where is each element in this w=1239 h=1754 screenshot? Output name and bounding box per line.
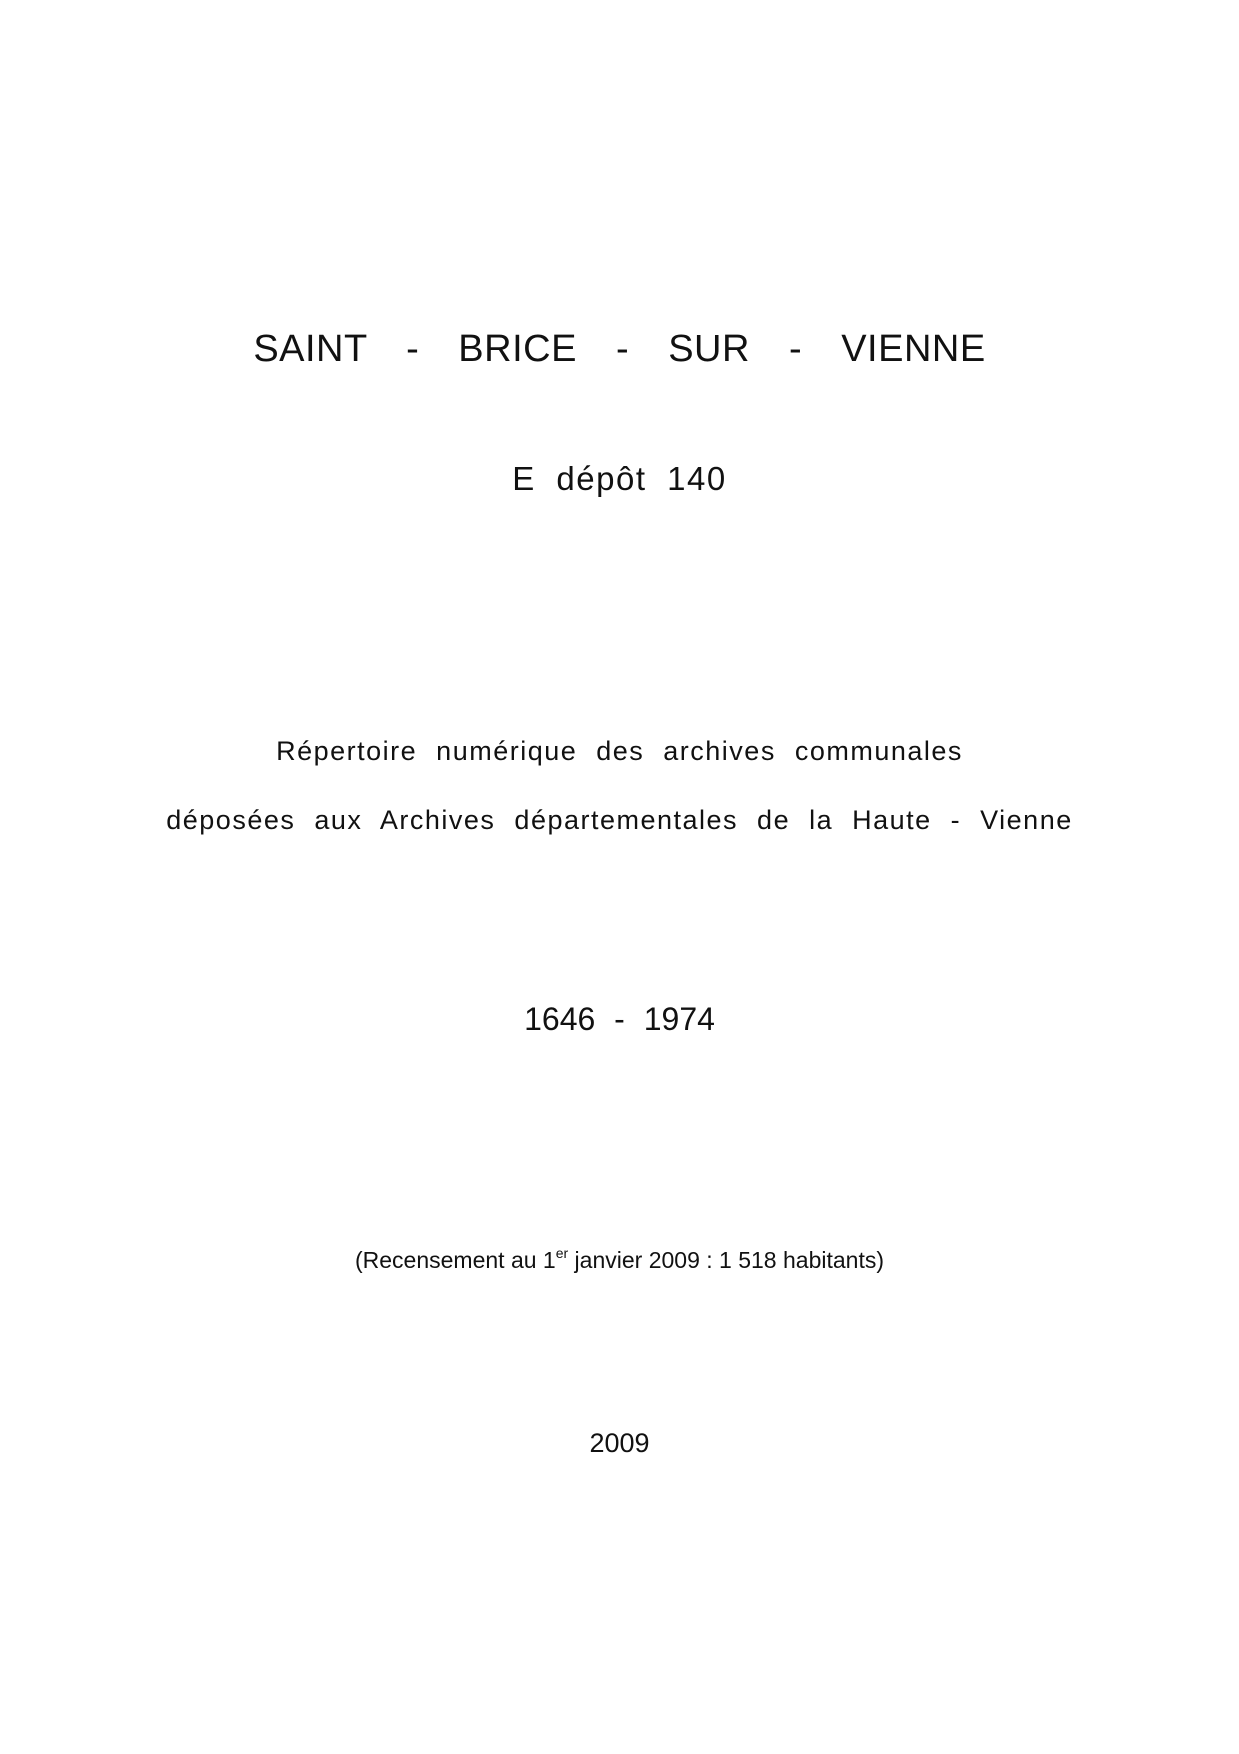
description-line-1: Répertoire numérique des archives communales: [276, 736, 963, 766]
census-prefix: (Recensement au 1: [354, 1247, 556, 1273]
publication-year: 2009: [589, 1428, 650, 1458]
census-superscript: er: [555, 1245, 569, 1261]
census-note: [0, 1245, 1239, 1273]
census-suffix: janvier 2009 : 1 518 habitants): [568, 1247, 884, 1273]
description-line-2: déposées aux Archives départementales de la Haute - Vienne: [166, 805, 1073, 835]
depot-reference: E dépôt 140: [512, 460, 727, 497]
date-range: 1646 - 1974: [524, 1001, 715, 1037]
commune-title: SAINT - BRICE - SUR - VIENNE: [253, 328, 986, 370]
